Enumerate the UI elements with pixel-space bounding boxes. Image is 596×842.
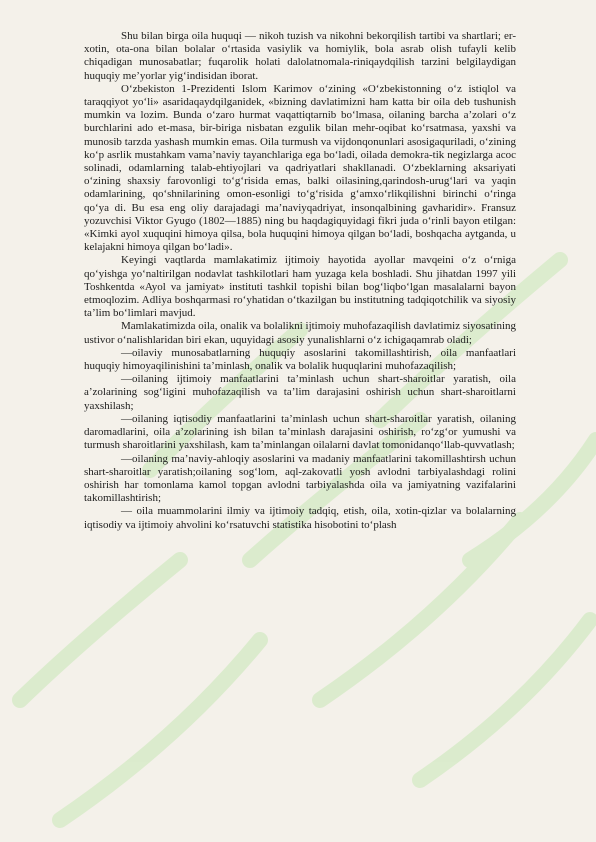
paragraph: Mamlakatimizda oila, onalik va bolalikni ijtimoiy muhofazaqilish davlatimiz siyosatining ustivor o‘nalishlaridan biri ekan, uquyidagi asosiy yunalishlarni o‘z ichigaqamrab oladi; [84,320,517,346]
watermark-stroke [420,620,590,780]
list-item: —oilaviy munosabatlarning huquqiy asoslarini takomillashtirish, oila manfaatlari huquqiy himoyaqilinishini ta’minlash, onalik va bolalik huquqlarini muhofazaqilish; [84,346,516,373]
list-item: —oilaning ijtimoiy manfaatlarini ta’minlash uchun shart-sharoitlar yaratish, oila a’zolarining sog‘ligini muhofazaqilish va ta’lim darajasini oshirish uchun shart-sharoitlarni yaxshilash; [84,373,516,412]
watermark-stroke [20,560,180,700]
paragraph: O‘zbekiston 1-Prezidenti Islom Karimov o‘zining «O‘zbekistonning o‘z istiqlol va taraqqiyot yo‘li» asaridaqaydqilganidek, «bizning davlatimizni ham katta bir oila deb tushunish mumkin va lozim. Bunda o‘zaro hurmat vaqattiqtarnib bo‘lmasa, oilaning barcha a’zolari o‘z burchlarini ado et-masa, bir-biriga nisbatan ezgulik bilan mehr-oqibat ko‘rsatmasa, yaxshi va munosib tarzda yashash mumkin emas. Oila turmush va vijdonqonunlari asosigaquriladi, o‘zining ko‘p asrlik mustahkam vama’naviy tayanchlariga ega bo‘ladi, oilada demokra-tik negizlarga acoc solinadi, odamlarning talab-ehtiyojlari va qadriyatlari shakllanadi. O‘zbeklarning aksariyati o‘zining shaxsiy farovonligi to‘g‘risida emas, balki oilasining,qarindosh-urug‘lari va yaqin odamlarining, qo‘shnilarining omon-esonligi to‘g‘risida g‘amxo‘rlikqilishni birinchi o‘ringa qo‘ya di. Bu esa eng oliy darajadagi ma’naviyqadriyat, insonqalbining gavharidir». Fransuz yozuvchisi Viktor Gyugo (1802—1885) ning bu haqdagiquyidagi fikri juda o‘rinli bayon etilgan: «Kimki ayol xuquqini himoya qilsa, bola huquqini himoya qilgan bo‘ladi, boshqacha aytganda, u kelajakni himoya qilgan bo‘ladi». [84,82,516,254]
document-page [84,30,516,532]
paragraph: Keyingi vaqtlarda mamlakatimiz ijtimoiy hayotida ayollar mavqeini o‘z o‘rniga qo‘yishga yo‘naltirilgan nodavlat tashkilotlari ham yuzaga kela boshladi. Shu jihatdan 1997 yili Toshkentda «Ayol va jamiyat» instituti tashkil topishi bilan bog‘liqbo‘lgan masalalarni bayon etmoqlozim. Adliya boshqarmasi ro‘yhatidan o‘tkazilgan bu institutning tadqiqotchilik va siyosiy ta’lim bo‘limlari mavjud. [84,254,516,320]
list-item: —oilaning ma’naviy-ahloqiy asoslarini va madaniy manfaatlarini takomillashtirsh uchun shart-sharoitlar yaratish;oilaning sog‘lom, aql-zakovatli yosh avlodni tarbiyalashdagi rolini oshirish har tomonlama kamol topgan avlodni tarbiyalashda oila va jamiyatning vazifalarini takomillashtirish; [84,452,516,505]
list-item: —oilaning iqtisodiy manfaatlarini ta’minlash uchun shart-sharoitlar yaratish, oilaning daromadlarini, oila a’zolarining ish bilan ta’minlash darajasini oshirish, ro‘zg‘or yumushi va turmush sharoitlarini yaxshilash, kam ta’minlangan oilalarni davlat tomonidanqo‘llab-quvvatlash; [84,412,516,452]
watermark-stroke [320,520,520,700]
paragraph: Shu bilan birga oila huquqi — nikoh tuzish va nikohni bekorqilish tartibi va shartlari; er-xotin, ota-ona bilan bolalar o‘rtasida vasiylik va homiylik, bola asrab olish tufayli kelib chiqadigan munosabatlar; fuqarolik holati dalolatnomala-riniqaydqilish tarzini belgilaydigan huquqiy me’yorlar yig‘indisidan iborat. [84,30,516,82]
watermark-stroke [60,640,260,820]
list-item: — oila muammolarini ilmiy va ijtimoiy tadqiq, etish, oila, xotin-qizlar va bolalarning iqtisodiy va ijtimoiy ahvolini ko‘rsatuvchi statistika hisobotini to‘plash [84,505,516,531]
